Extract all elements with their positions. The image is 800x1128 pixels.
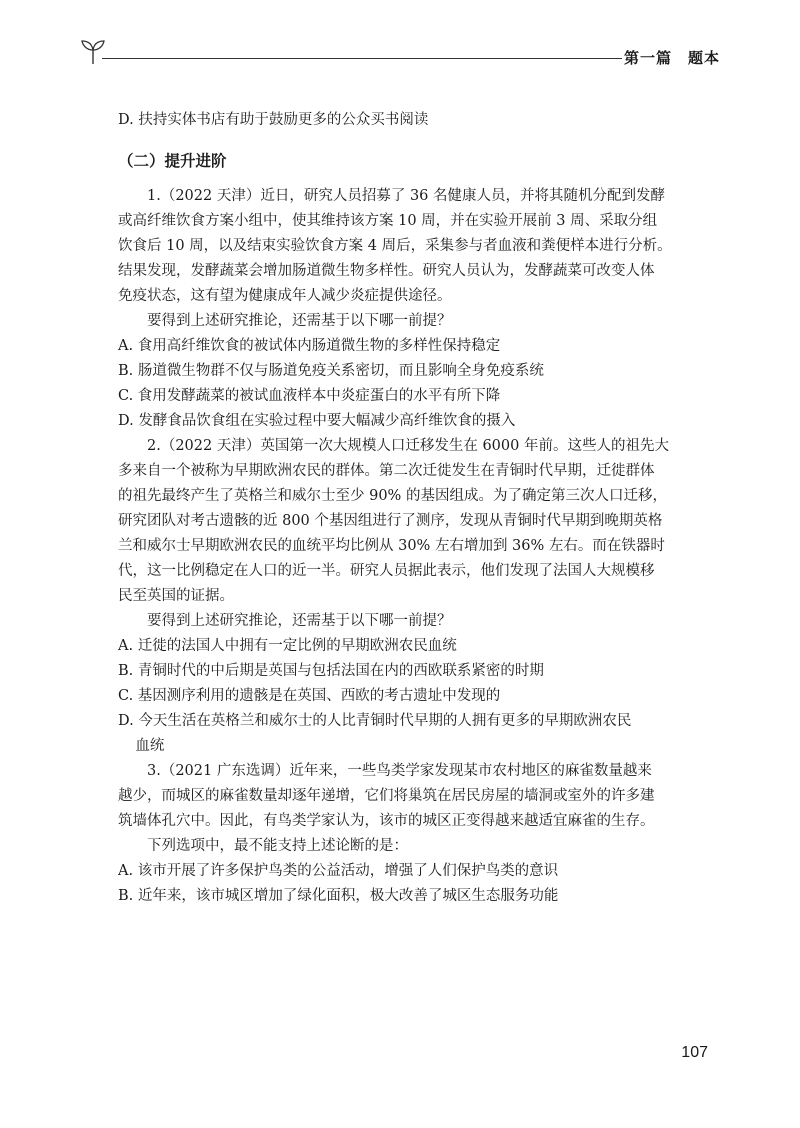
q1-line: 免疫状态，这有望为健康成年人减少炎症提供途径。 (118, 288, 452, 304)
section-heading: （二）提升进阶 (118, 152, 227, 170)
q2-line: 的祖先最终产生了英格兰和威尔士至少 90% 的基因组成。为了确定第三次人口迁移， (118, 488, 667, 504)
q3-line: 3.（2021 广东选调）近年来，一些鸟类学家发现某市农村地区的麻雀数量越来 (147, 763, 652, 779)
q2-line: 研究团队对考古遗骸的近 800 个基因组进行了测序，发现从青铜时代早期到晚期英格 (118, 513, 663, 529)
q2-option-d: D. 今天生活在英格兰和威尔士的人比青铜时代早期的人拥有更多的早期欧洲农民 (118, 713, 632, 729)
q2-option-d-continued: 血统 (135, 738, 165, 754)
q1-prompt: 要得到上述研究推论，还需基于以下哪一前提？ (147, 313, 452, 329)
question-1 (118, 184, 708, 434)
q2-option-c: C. 基因测序利用的遗骸是在英国、西欧的考古遗址中发现的 (118, 688, 501, 704)
previous-option-d: D. 扶持实体书店有助于鼓励更多的公众买书阅读 (118, 112, 429, 128)
q1-option-a: A. 食用高纤维饮食的被试体内肠道微生物的多样性保持稳定 (118, 338, 501, 354)
q3-prompt: 下列选项中，最不能支持上述论断的是： (147, 838, 408, 854)
question-2 (118, 434, 708, 759)
q2-line: 2.（2022 天津）英国第一次大规模人口迁移发生在 6000 年前。这些人的祖先大 (147, 438, 669, 454)
q2-line: 兰和威尔士早期欧洲农民的血统平均比例从 30% 左右增加到 36% 左右。而在铁器时 (118, 538, 665, 554)
q2-prompt: 要得到上述研究推论，还需基于以下哪一前提？ (147, 613, 452, 629)
question-3 (118, 759, 708, 909)
q3-option-a: A. 该市开展了许多保护鸟类的公益活动，增强了人们保护鸟类的意识 (118, 863, 559, 879)
page-header (80, 38, 720, 78)
q3-line: 筑墙体孔穴中。因此，有鸟类学家认为，该市的城区正变得越来越适宜麻雀的生存。 (118, 813, 655, 829)
q1-option-b: B. 肠道微生物群不仅与肠道免疫关系密切，而且影响全身免疫系统 (118, 363, 544, 379)
q1-option-c: C. 食用发酵蔬菜的被试血液样本中炎症蛋白的水平有所下降 (118, 388, 501, 404)
q1-line: 或高纤维饮食方案小组中，使其维持该方案 10 周，并在实验开展前 3 周、采取分组 (118, 213, 658, 229)
q1-option-d: D. 发酵食品饮食组在实验过程中要大幅减少高纤维饮食的摄入 (118, 413, 516, 429)
q1-line: 1.（2022 天津）近日，研究人员招募了 36 名健康人员，并将其随机分配到发酵 (147, 188, 666, 204)
q3-option-b: B. 近年来，该市城区增加了绿化面积，极大改善了城区生态服务功能 (118, 888, 559, 904)
q1-line: 结果发现，发酵蔬菜会增加肠道微生物多样性。研究人员认为，发酵蔬菜可改变人体 (118, 263, 655, 279)
page-number: 107 (681, 1044, 708, 1061)
header-rule (102, 58, 622, 59)
q2-option-b: B. 青铜时代的中后期是英国与包括法国在内的西欧联系紧密的时期 (118, 663, 544, 679)
q2-line: 民至英国的证据。 (118, 588, 234, 604)
q3-line: 越少，而城区的麻雀数量却逐年递增，它们将巢筑在居民房屋的墙洞或室外的许多建 (118, 788, 655, 804)
page-body (118, 108, 708, 909)
chapter-title: 第一篇 题本 (623, 49, 720, 67)
q2-line: 多来自一个被称为早期欧洲农民的群体。第二次迁徙发生在青铜时代早期，迁徙群体 (118, 463, 655, 479)
sprout-icon (80, 38, 106, 66)
q2-line: 代，这一比例稳定在人口的近一半。研究人员据此表示，他们发现了法国人大规模移 (118, 563, 655, 579)
q2-option-a: A. 迁徙的法国人中拥有一定比例的早期欧洲农民血统 (118, 638, 457, 654)
q1-line: 饮食后 10 周，以及结束实验饮食方案 4 周后，采集参与者血液和粪便样本进行分析。 (118, 238, 672, 254)
